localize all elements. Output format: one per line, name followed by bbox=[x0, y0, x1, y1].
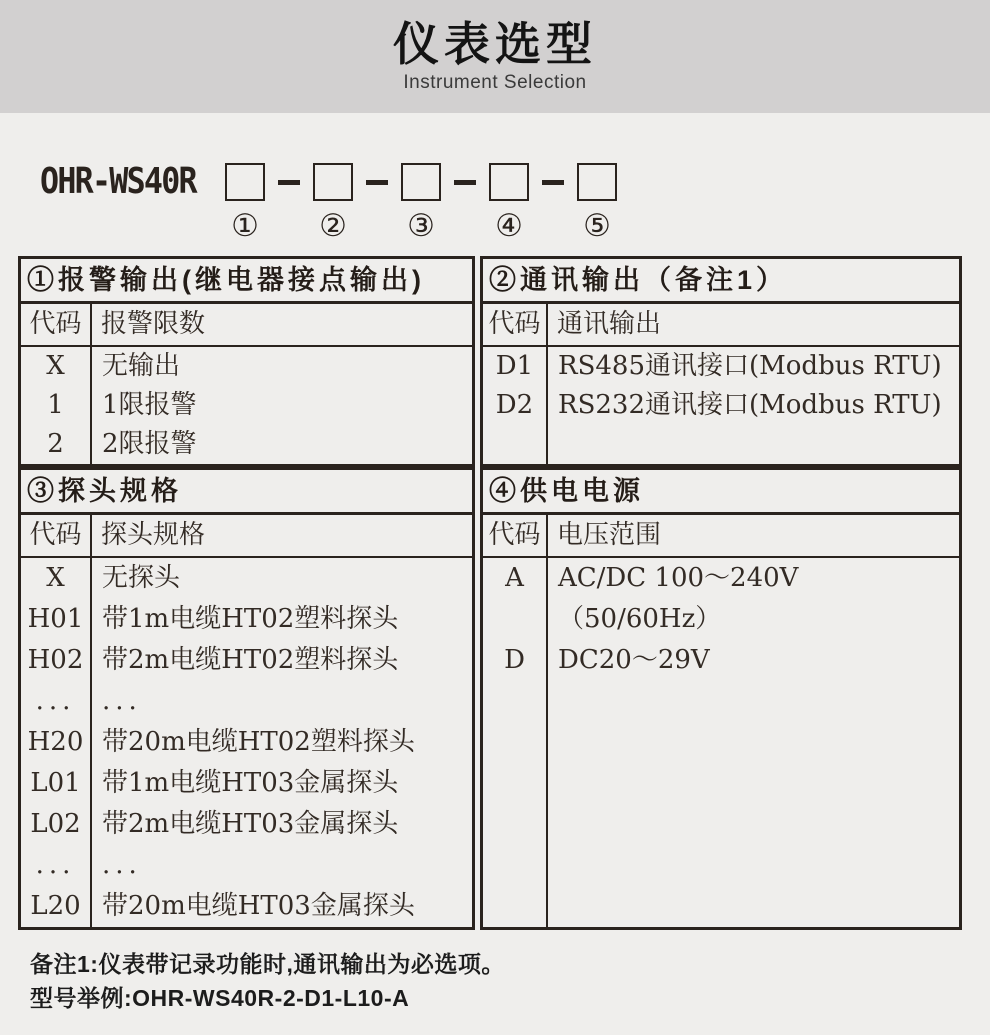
circled-number-5: ⑤ bbox=[583, 208, 611, 244]
desc-cell: 1限报警 bbox=[102, 390, 197, 420]
code-header: 代码 bbox=[483, 304, 548, 345]
note-remark-1: 备注1:仪表带记录功能时,通讯输出为必选项。 bbox=[30, 951, 505, 977]
desc-cell: 带2m电缆HT03金属探头 bbox=[102, 809, 399, 839]
comm-output-table bbox=[480, 256, 962, 467]
model-number-builder bbox=[40, 163, 990, 242]
comm-output-body bbox=[483, 347, 959, 464]
power-supply-table bbox=[480, 467, 962, 930]
alarm-output-subheader bbox=[21, 304, 472, 347]
desc-header: 报警限数 bbox=[101, 309, 206, 339]
desc-cell: 无输出 bbox=[102, 351, 181, 381]
model-box-5 bbox=[577, 163, 617, 201]
code-cell: H20 bbox=[27, 727, 84, 757]
code-cell: 2 bbox=[47, 429, 64, 459]
code-cell: L01 bbox=[30, 768, 81, 798]
table-row-bottom bbox=[18, 467, 962, 930]
page-banner bbox=[0, 0, 990, 113]
code-column bbox=[483, 347, 548, 464]
alarm-output-body bbox=[21, 347, 472, 464]
desc-cell: 带20m电缆HT02塑料探头 bbox=[102, 727, 415, 757]
power-supply-body bbox=[483, 558, 959, 927]
desc-cell: RS485通讯接口(Modbus RTU) bbox=[558, 351, 942, 381]
table-row-top bbox=[18, 256, 962, 467]
desc-cell: 带1m电缆HT02塑料探头 bbox=[102, 604, 399, 634]
code-cell: ... bbox=[35, 850, 76, 880]
dash-separator bbox=[542, 180, 564, 185]
code-header: 代码 bbox=[483, 515, 548, 556]
note-model-example: 型号举例:OHR-WS40R-2-D1-L10-A bbox=[30, 985, 410, 1011]
desc-cell: 2限报警 bbox=[102, 429, 197, 459]
desc-cell: 带2m电缆HT02塑料探头 bbox=[102, 645, 399, 675]
code-header: 代码 bbox=[21, 515, 92, 556]
desc-cell: AC/DC 100～240V bbox=[558, 563, 799, 593]
dash-separator bbox=[366, 180, 388, 185]
desc-cell: （50/60Hz） bbox=[558, 604, 722, 634]
model-slot-5 bbox=[577, 163, 617, 242]
desc-cell: RS232通讯接口(Modbus RTU) bbox=[558, 390, 942, 420]
probe-spec-table bbox=[18, 467, 475, 930]
desc-cell: DC20～29V bbox=[558, 645, 710, 675]
model-box-1 bbox=[225, 163, 265, 201]
alarm-output-title: ①报警输出(继电器接点输出) bbox=[21, 259, 472, 304]
desc-cell: ... bbox=[102, 850, 142, 880]
circled-number-3: ③ bbox=[407, 208, 435, 244]
selection-tables bbox=[18, 256, 962, 930]
code-cell: D2 bbox=[495, 390, 534, 420]
probe-spec-body bbox=[21, 558, 472, 927]
model-box-2 bbox=[313, 163, 353, 201]
desc-column bbox=[548, 347, 959, 464]
model-box-3 bbox=[401, 163, 441, 201]
footer-notes bbox=[30, 947, 990, 1015]
probe-spec-subheader bbox=[21, 515, 472, 558]
page-subtitle: Instrument Selection bbox=[403, 71, 587, 93]
desc-column bbox=[548, 558, 959, 927]
circled-number-2: ② bbox=[319, 208, 347, 244]
model-box-4 bbox=[489, 163, 529, 201]
desc-column bbox=[92, 347, 472, 464]
model-slot-2 bbox=[313, 163, 353, 242]
desc-column bbox=[92, 558, 472, 927]
probe-spec-title: ③探头规格 bbox=[21, 470, 472, 515]
code-cell: H01 bbox=[27, 604, 84, 634]
alarm-output-table bbox=[18, 256, 475, 467]
code-cell: 1 bbox=[47, 390, 64, 420]
code-column bbox=[21, 347, 92, 464]
power-supply-subheader bbox=[483, 515, 959, 558]
code-cell: ... bbox=[35, 686, 76, 716]
code-cell: H02 bbox=[27, 645, 84, 675]
desc-cell: 无探头 bbox=[102, 563, 181, 593]
code-column bbox=[21, 558, 92, 927]
desc-header: 探头规格 bbox=[101, 520, 206, 550]
circled-number-1: ① bbox=[231, 208, 259, 244]
code-cell bbox=[483, 599, 546, 640]
code-cell: D bbox=[504, 645, 525, 675]
code-cell: X bbox=[46, 351, 65, 381]
comm-output-subheader bbox=[483, 304, 959, 347]
dash-separator bbox=[278, 180, 300, 185]
code-column bbox=[483, 558, 548, 927]
desc-cell: 带20m电缆HT03金属探头 bbox=[102, 891, 415, 921]
model-slot-1 bbox=[225, 163, 265, 242]
desc-cell: 带1m电缆HT03金属探头 bbox=[102, 768, 399, 798]
model-slot-3 bbox=[401, 163, 441, 242]
desc-header: 电压范围 bbox=[557, 520, 662, 550]
code-cell: L20 bbox=[30, 891, 81, 921]
code-cell: L02 bbox=[30, 809, 81, 839]
model-prefix: OHR-WS40R bbox=[40, 161, 196, 202]
model-slot-4 bbox=[489, 163, 529, 242]
desc-cell: ... bbox=[102, 686, 142, 716]
code-cell: A bbox=[505, 563, 524, 593]
page-title: 仪表选型 bbox=[393, 18, 597, 71]
code-cell: X bbox=[46, 563, 65, 593]
comm-output-title: ②通讯输出（备注1） bbox=[483, 259, 959, 304]
code-cell: D1 bbox=[495, 351, 534, 381]
circled-number-4: ④ bbox=[495, 208, 523, 244]
power-supply-title: ④供电电源 bbox=[483, 470, 959, 515]
dash-separator bbox=[454, 180, 476, 185]
code-header: 代码 bbox=[21, 304, 92, 345]
desc-header: 通讯输出 bbox=[557, 309, 662, 339]
